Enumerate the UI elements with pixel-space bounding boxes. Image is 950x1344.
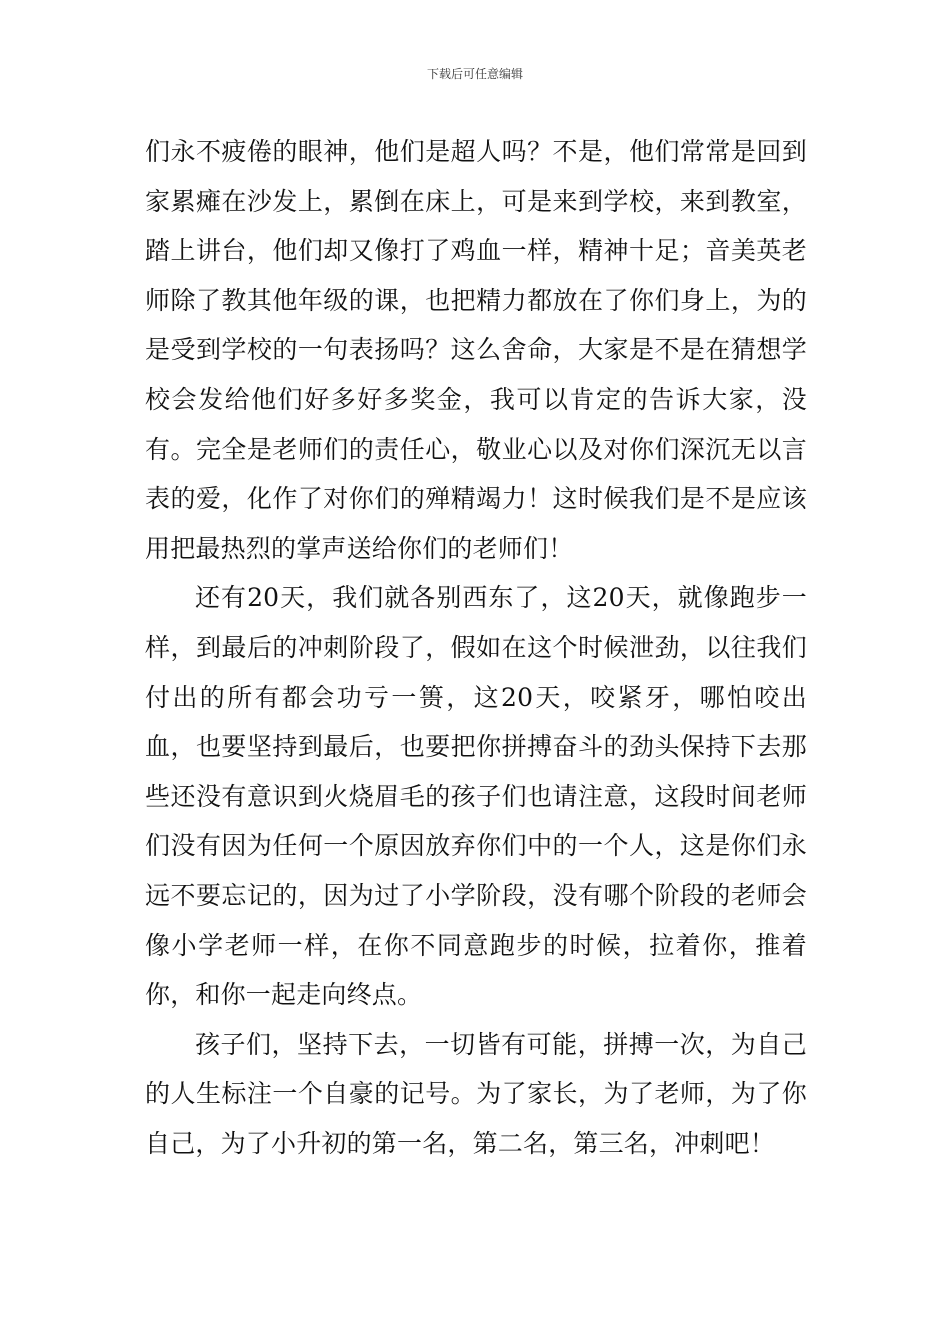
page-header: 下载后可任意编辑 bbox=[426, 67, 523, 81]
paragraph-1: 们永不疲倦的眼神，他们是超人吗？不是，他们常常是回到家累瘫在沙发上，累倒在床上，可是来到学校，来到教室，踏上讲台，他们却又像打了鸡血一样，精神十足；音美英老师除了教其他年级的课，也把精力都放在了你们身上，为的是受到学校的一句表扬吗？这么舍命，大家是不是在猜想学校会发给他们好多好多奖金，我可以肯定的告诉大家，没有。完全是老师们的责任心，敬业心以及对你们深沉无以言表的爱，化作了对你们的殚精竭力！这时候我们是不是应该用把最热烈的掌声送给你们的老师们！ bbox=[145, 137, 807, 563]
paragraph-2: 还有20天，我们就各别西东了，这20天，就像跑步一样，到最后的冲刺阶段了，假如在这个时候泄劲，以往我们付出的所有都会功亏一篑，这20天，咬紧牙，哪怕咬出血，也要坚持到最后，也要把你拼搏奋斗的劲头保持下去那些还没有意识到火烧眉毛的孩子们也请注意，这段时间老师们没有因为任何一个原因放弃你们中的一个人，这是你们永远不要忘记的，因为过了小学阶段，没有哪个阶段的老师会像小学老师一样，在你不同意跑步的时候，拉着你，推着你，和你一起走向终点。 bbox=[145, 583, 807, 1010]
paragraph-3: 孩子们，坚持下去，一切皆有可能，拼搏一次，为自己的人生标注一个自豪的记号。为了家长，为了老师，为了你自己，为了小升初的第一名，第二名，第三名，冲刺吧！ bbox=[145, 1029, 807, 1158]
body-text bbox=[145, 127, 807, 1168]
